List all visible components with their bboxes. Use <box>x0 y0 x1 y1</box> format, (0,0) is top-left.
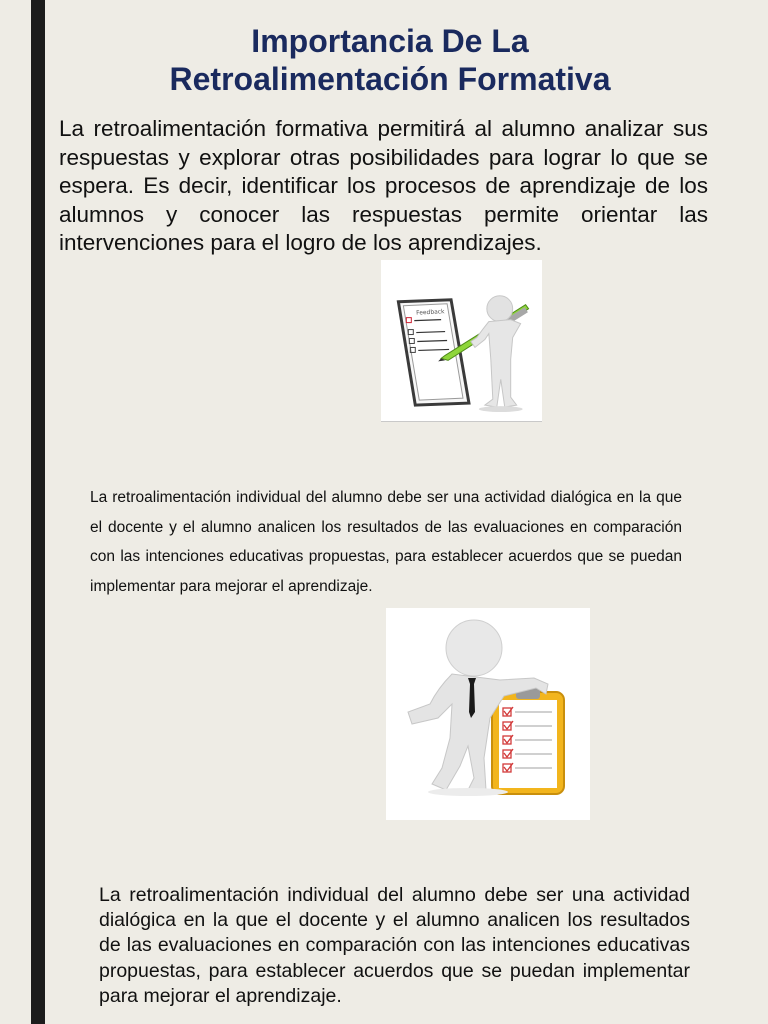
left-accent-bar <box>31 433 45 866</box>
left-accent-bar <box>31 0 45 433</box>
feedback-label: Feedback <box>416 308 445 317</box>
title-line-2: Retroalimentación Formativa <box>169 61 611 97</box>
figure-writing-feedback-checklist-icon <box>381 260 542 422</box>
left-accent-bar <box>31 866 45 1024</box>
slide-1-body-text: La retroalimentación formativa permitirá al alumno analizar sus respuestas y explorar otras posibilidades para lograr lo que se espera. Es decir, identificar los procesos de aprendizaje de los alumnos y conocer las respuestas permite orientar las intervenciones para el logro de los aprendizajes. <box>59 116 708 256</box>
slide-title <box>60 22 720 98</box>
slide-2 <box>0 433 768 866</box>
title-line-1: Importancia De La <box>251 23 529 59</box>
slide-3 <box>0 866 768 1024</box>
figure-leaning-on-clipboard-icon <box>386 608 590 820</box>
slide-1 <box>0 0 768 433</box>
slide-2-body-text: La retroalimentación individual del alumno debe ser una actividad dialógica en la que el docente y el alumno analicen los resultados de las evaluaciones en comparación con las intenciones educativas propuestas, para establecer acuerdos que se puedan implementar para mejorar el aprendizaje. <box>90 489 682 595</box>
slide-3-body-text: La retroalimentación individual del alumno debe ser una actividad dialógica en la que el docente y el alumno analicen los resultados de las evaluaciones en comparación con las intenciones educativas propuestas, para establecer acuerdos que se puedan implementar para mejorar el aprendizaje. <box>99 884 690 1007</box>
